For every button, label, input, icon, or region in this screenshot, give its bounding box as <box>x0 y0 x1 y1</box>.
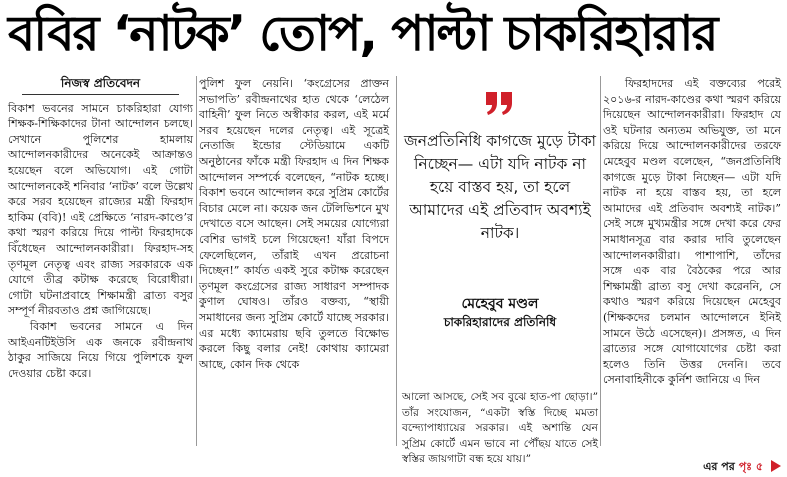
article-column-4 <box>603 76 781 452</box>
paragraph: পুলিশ ফুল নেয়নি। ‘কংগ্রেসের প্রাক্তন সভাপতি’ রবীন্দ্রনাথের হাত থেকে ‘লেঠেল বাহিনী’ ফুল নিতে অস্বীকার করল, এই মর্মে সরব হয়েছেন দলের নেতৃত্ব। এই সূত্রেই নেতাজি ইন্ডোর স্টেডিয়ামে একটি অনুষ্ঠানের ফাঁকে মন্ত্রী ফিরহাদ এ দিন শিক্ষক আন্দোলন সম্পর্কে বলেছেন, “নাটক হচ্ছে। বিকাশ ভবনে আন্দোলন করে সুপ্রিম কোর্টের বিচার মেলে না। কয়েক জন টেলিভিশনে মুখ দেখাতে বসে আছেন। সেই সময়ের যোগ্যেরা বেশির ভাগই চলে গিয়েছেন! যাঁরা বিপদে ফেলেছিলেন, তাঁরাই এখন প্ররোচনা দিচ্ছেন!” কার্যত একই সুরে কটাক্ষ করেছেন তৃণমূল কংগ্রেসের রাজ্য সাধারণ সম্পাদক কুণাল ঘোষও। তাঁরও বক্তব্য, “স্থায়ী সমাধানের জন্য সুপ্রিম কোর্টে যাচ্ছে সরকার। এর মধ্যে ক্যামেরায় ছবি তুলতে বিক্ষোভ করলে কিছু বলার নেই! কোথায় ক্যামেরা আছে, কোন দিক থেকে <box>199 77 389 371</box>
continue-arrow-icon <box>771 460 781 472</box>
article-column-1 <box>8 76 193 448</box>
article-column-3 <box>402 390 598 466</box>
continued-on-link[interactable] <box>703 458 763 477</box>
quote-mark-icon <box>484 90 514 116</box>
continued-label: এর পর <box>703 460 735 473</box>
paragraph: ফিরহাদদের এই বক্তব্যের পরেই ২০১৬-র নারদ-কাণ্ডের কথা স্মরণ করিয়ে দিয়েছেন আন্দোলনকারীরা। ফিরহাদ যে ওই ঘটনার অন্যতম অভিযুক্ত, তা মনে করিয়ে দিয়ে আন্দোলনকারীদের তরফে মেহেবুব মণ্ডল বলেছেন, “জনপ্রতিনিধি কাগজে মুড়ে টাকা নিচ্ছেন— এটা যদি নাটক না হয়ে বাস্তব হয়, তা হলে আমাদের এই প্রতিবাদ অবশ্যই নাটক।” সেই সঙ্গে মুখ্যমন্ত্রীর সঙ্গে দেখা করে ফের সমাধানসূত্র বার করার দাবি তুলেছেন আন্দোলনকারীরা। পাশাপাশি, তাঁদের সঙ্গে এক বার বৈঠকের পরে আর শিক্ষামন্ত্রী ব্রাত্য বসু দেখা করেননি, সে কথাও স্মরণ করিয়ে দিয়েছেন মেহেবুব (শিক্ষকদের চলমান আন্দোলনে ইনিই সামনে উঠে এসেছেন)। প্রসঙ্গত, এ দিন ব্রাত্যের সঙ্গে যোগাযোগের চেষ্টা করা হলেও তিনি উত্তর দেননি। তবে সেনাবাহিনীকে কুর্নিশ জানিয়ে এ দিন <box>603 77 781 387</box>
pull-quote <box>402 90 598 380</box>
headline: ববির ‘নাটক’ তোপ, পাল্টা চাকরিহারার <box>8 5 717 62</box>
column-divider <box>396 76 397 446</box>
paragraph: বিকাশ ভবনের সামনে এ দিন আইএনটিইউসি এক জনকে রবীন্দ্রনাথ ঠাকুর সাজিয়ে নিয়ে গিয়ে পুলিশকে ফুল দেওয়ার চেষ্টা করে। <box>8 319 193 380</box>
column-divider <box>196 76 197 446</box>
article-column-2 <box>199 76 389 448</box>
column-divider <box>600 76 601 446</box>
paragraph: বিকাশ ভবনের সামনে চাকরিহারা যোগ্য শিক্ষক-শিক্ষিকাদের টানা আন্দোলন চলছে। সেখানে পুলিশের হামলায় আন্দোলনকারীদের অনেকেই আক্রান্তও হয়েছেন বলে অভিযোগ। এই গোটা আন্দোলনকেই শনিবার ‘নাটক’ বলে উল্লেখ করে সরব হয়েছেন রাজ্যের মন্ত্রী ফিরহাদ হাকিম (ববি)! এই প্রেক্ষিতে ‘নারদ-কাণ্ডে’র কথা স্মরণ করিয়ে দিয়ে পাল্টা ফিরহাদকে বিঁধেছেন আন্দোলনকারীরা। ফিরহাদ-সহ তৃণমূল নেতৃত্ব এবং রাজ্য সরকারকে এক যোগে তীব্র কটাক্ষ করেছে বিরোধীরা। গোটা ঘটনাপ্রবাহে শিক্ষামন্ত্রী ব্রাত্য বসুর সম্পূর্ণ নীরবতাও প্রশ্ন জাগিয়েছে। <box>8 101 193 318</box>
paragraph: আলো আসছে, সেই সব বুঝে হাত-পা ছোড়া।” তাঁর সংযোজন, “একটা স্বস্তি দিচ্ছে মমতা বন্দ্যোপাধ্যায়ের সরকার। এই অশান্তি যেন সুপ্রিম কোর্টে এমন ভাবে না পৌঁছয় যাতে সেই স্বস্তির জায়গাটা বন্ধ হয়ে যায়।” <box>402 391 598 466</box>
byline: নিজস্ব প্রতিবেদন <box>22 76 179 95</box>
quote-text: জনপ্রতিনিধি কাগজে মুড়ে টাকা নিচ্ছেন— এটা যদি নাটক না হয়ে বাস্তব হয়, তা হলে আমাদের এই প্রতিবাদ অবশ্যই নাটক। <box>403 132 597 242</box>
continued-page: পৃঃ ৫ <box>738 460 763 473</box>
quote-author-role: চাকরিহারাদের প্রতিনিধি <box>443 315 557 329</box>
quote-author: মেহেবুব মণ্ডল <box>461 296 539 312</box>
